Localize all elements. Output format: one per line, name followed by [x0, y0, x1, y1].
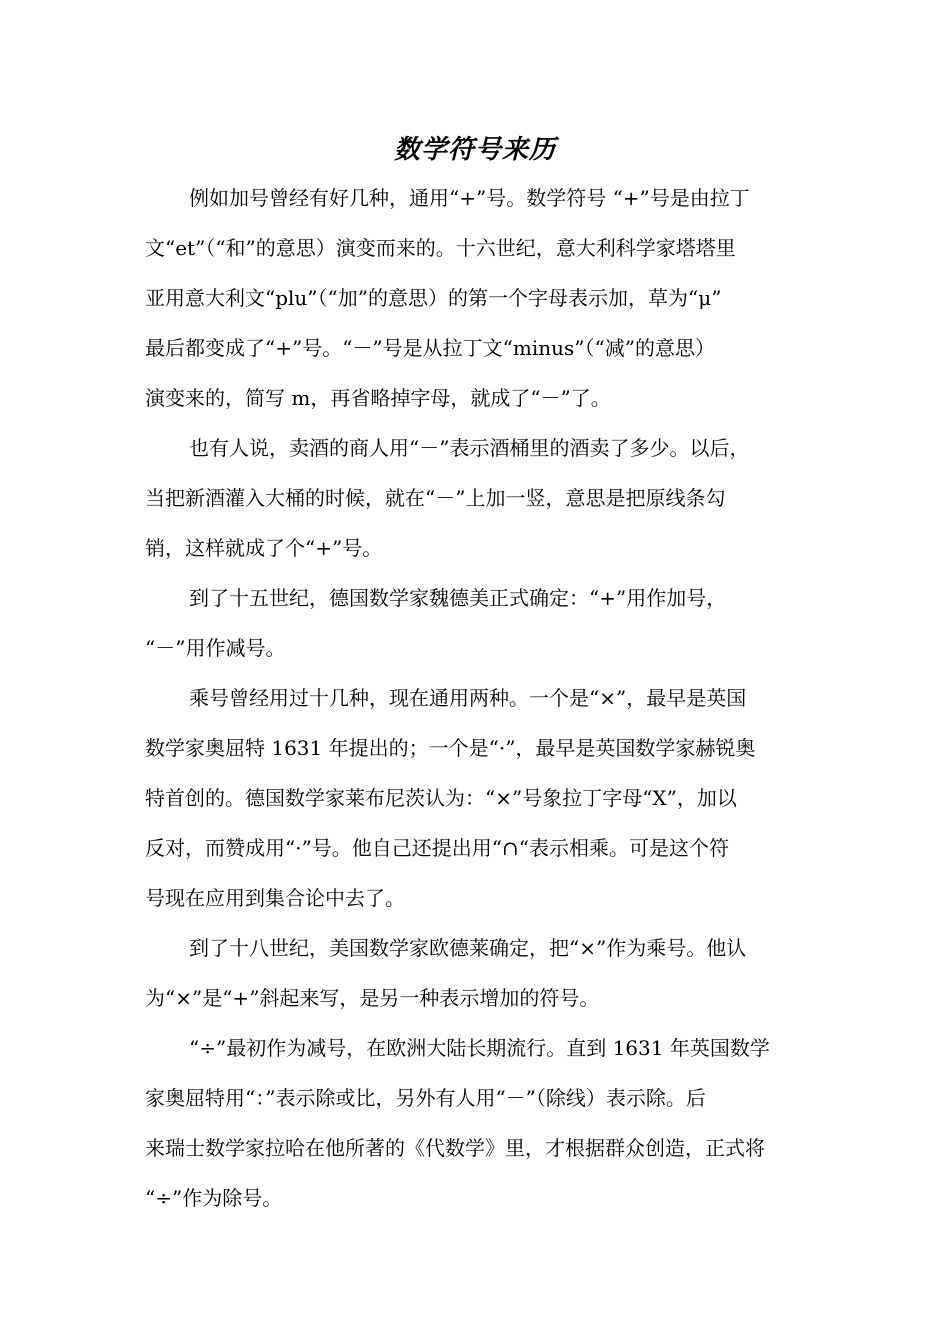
text-line-content: 来瑞士数学家拉哈在他所著的《代数学》里，才根据群众创造，正式将 [145, 1136, 765, 1160]
text-line-content: “÷”最初作为减号，在欧洲大陆长期流行。直到 1631 年英国数学 [189, 1036, 770, 1060]
text-line [0, 473, 950, 523]
text-line-content: 销，这样就成了个“+”号。 [145, 536, 383, 560]
text-line [0, 723, 950, 773]
text-line-content: 到了十五世纪，德国数学家魏德美正式确定：“+”用作加号， [189, 586, 727, 610]
text-line-content: 文“et”（“和”的意思）演变而来的。十六世纪，意大利科学家塔塔里 [145, 236, 736, 260]
text-line-content: 最后都变成了“+”号。“－”号是从拉丁文“minus”（“减”的意思） [145, 336, 715, 360]
text-line [0, 1023, 950, 1073]
document-title: 数学符号来历 [393, 135, 556, 165]
text-line [0, 523, 950, 573]
text-line-content: 亚用意大利文“plu”（“加”的意思）的第一个字母表示加，草为“μ” [145, 286, 722, 310]
text-line [0, 573, 950, 623]
text-line [0, 673, 950, 723]
text-line-content: 到了十八世纪，美国数学家欧德莱确定，把“×”作为乘号。他认 [189, 936, 747, 960]
text-line-content: 也有人说，卖酒的商人用“－”表示酒桶里的酒卖了多少。以后， [189, 436, 750, 460]
text-line [0, 373, 950, 423]
text-line [0, 773, 950, 823]
text-line-content: 号现在应用到集合论中去了。 [145, 886, 405, 910]
text-line [0, 873, 950, 923]
text-line [0, 1073, 950, 1123]
text-line [0, 973, 950, 1023]
text-line [0, 1173, 950, 1223]
text-line [0, 823, 950, 873]
text-line-content: 为“×”是“+”斜起来写，是另一种表示增加的符号。 [145, 986, 600, 1010]
text-line-content: 特首创的。德国数学家莱布尼茨认为：“×”号象拉丁字母“X”，加以 [145, 786, 737, 810]
text-line-content: 演变来的，简写 m，再省略掉字母，就成了“－”了。 [145, 386, 611, 410]
text-line [0, 1123, 950, 1173]
text-line-content: 乘号曾经用过十几种，现在通用两种。一个是“×”，最早是英国 [189, 686, 747, 710]
text-line [0, 423, 950, 473]
text-line [0, 173, 950, 223]
text-line [0, 323, 950, 373]
text-line-content: 反对，而赞成用“·”号。他自己还提出用“∩“表示相乘。可是这个符 [145, 836, 730, 860]
text-line [0, 273, 950, 323]
text-line-content: “÷”作为除号。 [145, 1186, 283, 1210]
text-line [0, 223, 950, 273]
text-line-content: 当把新酒灌入大桶的时候，就在“－”上加一竖，意思是把原线条勾 [145, 486, 726, 510]
text-line-content: 数学家奥屈特 1631 年提出的；一个是“·”，最早是英国数学家赫锐奥 [145, 736, 756, 760]
text-line-content: 例如加号曾经有好几种，通用“+”号。数学符号 “+”号是由拉丁 [189, 186, 750, 210]
text-line-content: “－”用作减号。 [145, 636, 286, 660]
text-line [0, 623, 950, 673]
text-line [0, 923, 950, 973]
text-line-content: 家奥屈特用“：”表示除或比，另外有人用“－”（除线）表示除。后 [145, 1086, 706, 1110]
